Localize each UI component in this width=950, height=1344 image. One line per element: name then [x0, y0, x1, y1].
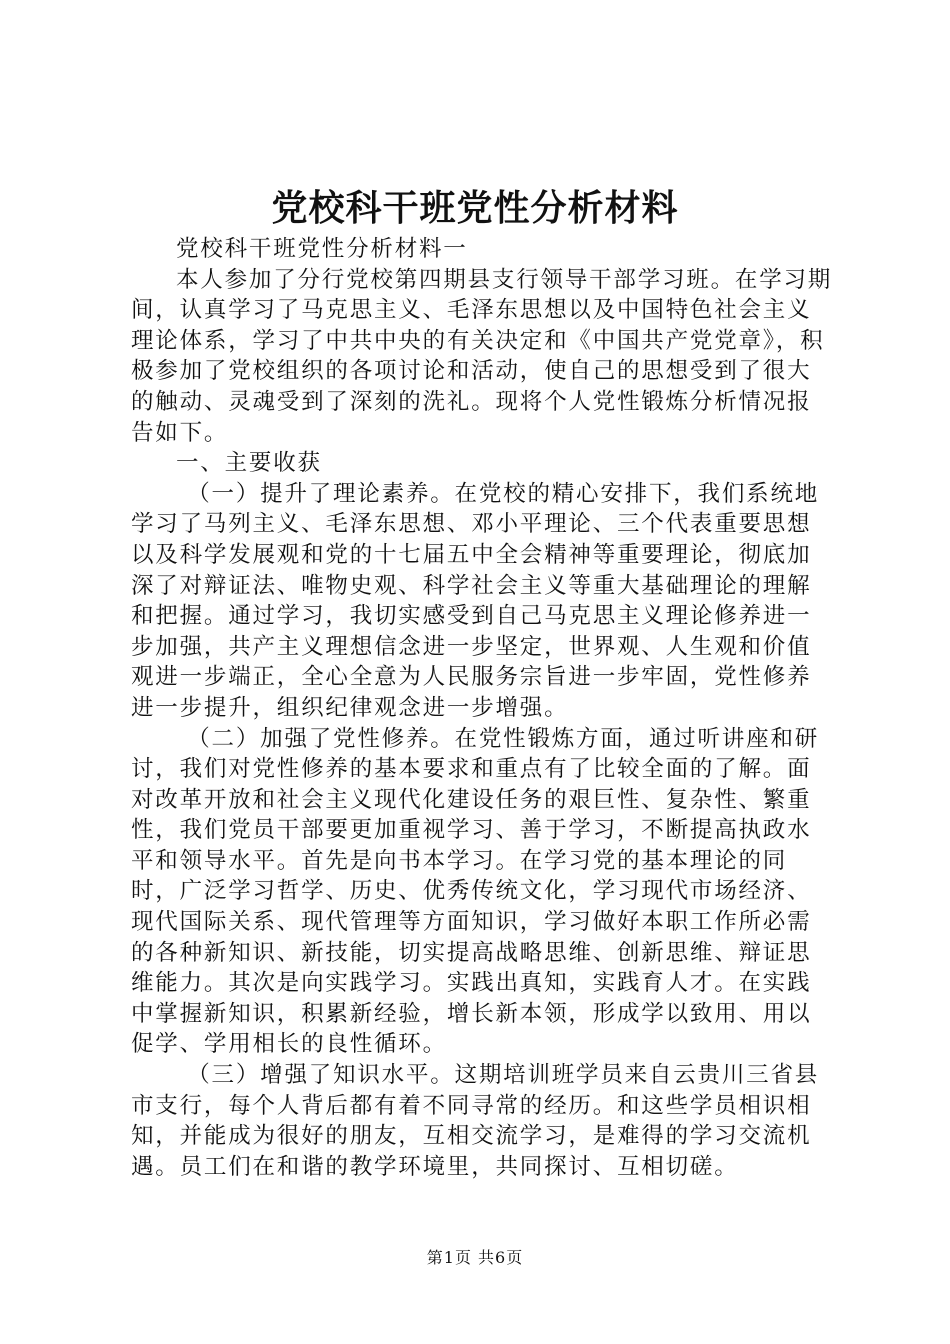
section-subtitle: 党校科干班党性分析材料一: [176, 236, 468, 262]
page-footer: 第1页 共6页: [426, 1248, 524, 1267]
document-title: 党校科干班党性分析材料: [271, 187, 679, 229]
intro-paragraph: 本人参加了分行党校第四期县支行领导干部学习班。在学习期间，认真学习了马克思主义、毛泽东思想以及中国特色社会主义理论体系，学习了中共中央的有关决定和《中国共产党党章》，积极参加了党校组织的各项讨论和活动，使自己的思想受到了很大的触动、灵魂受到了深刻的洗礼。现将个人党性锻炼分析情况报告如下。: [131, 266, 833, 446]
document-body: [131, 234, 834, 1182]
section-heading-main-gains: 一、主要收获: [176, 450, 322, 477]
paragraph-party-spirit: （二）加强了党性修养。在党性锻炼方面，通过听讲座和研讨，我们对党性修养的基本要求和重点有了比较全面的了解。面对改革开放和社会主义现代化建设任务的艰巨性、复杂性、繁重性，我们党员干部要更加重视学习、善于学习，不断提高执政水平和领导水平。首先是向书本学习。在学习党的基本理论的同时，广泛学习哲学、历史、优秀传统文化，学习现代市场经济、现代国际关系、现代管理等方面知识，学习做好本职工作所必需的各种新知识、新技能，切实提高战略思维、创新思维、辩证思维能力。其次是向实践学习。实践出真知，实践育人才。在实践中掌握新知识，积累新经验，增长新本领，形成学以致用、用以促学、学用相长的良性循环。: [131, 725, 820, 1058]
paragraph-theory: （一）提升了理论素养。在党校的精心安排下，我们系统地学习了马列主义、毛泽东思想、邓小平理论、三个代表重要思想以及科学发展观和党的十七届五中全会精神等重要理论，彻底加深了对辩证法、唯物史观、科学社会主义等重大基础理论的理解和把握。通过学习，我切实感受到自己马克思主义理论修养进一步加强，共产主义理想信念进一步坚定，世界观、人生观和价值观进一步端正，全心全意为人民服务宗旨进一步牢固，党性修养进一步提升，组织纪律观念进一步增强。: [131, 480, 820, 721]
paragraph-knowledge: （三）增强了知识水平。这期培训班学员来自云贵川三省县市支行，每个人背后都有着不同寻常的经历。和这些学员相识相知，并能成为很好的朋友，互相交流学习，是难得的学习交流机遇。员工们在和谐的教学环境里，共同探讨、互相切磋。: [131, 1062, 820, 1180]
